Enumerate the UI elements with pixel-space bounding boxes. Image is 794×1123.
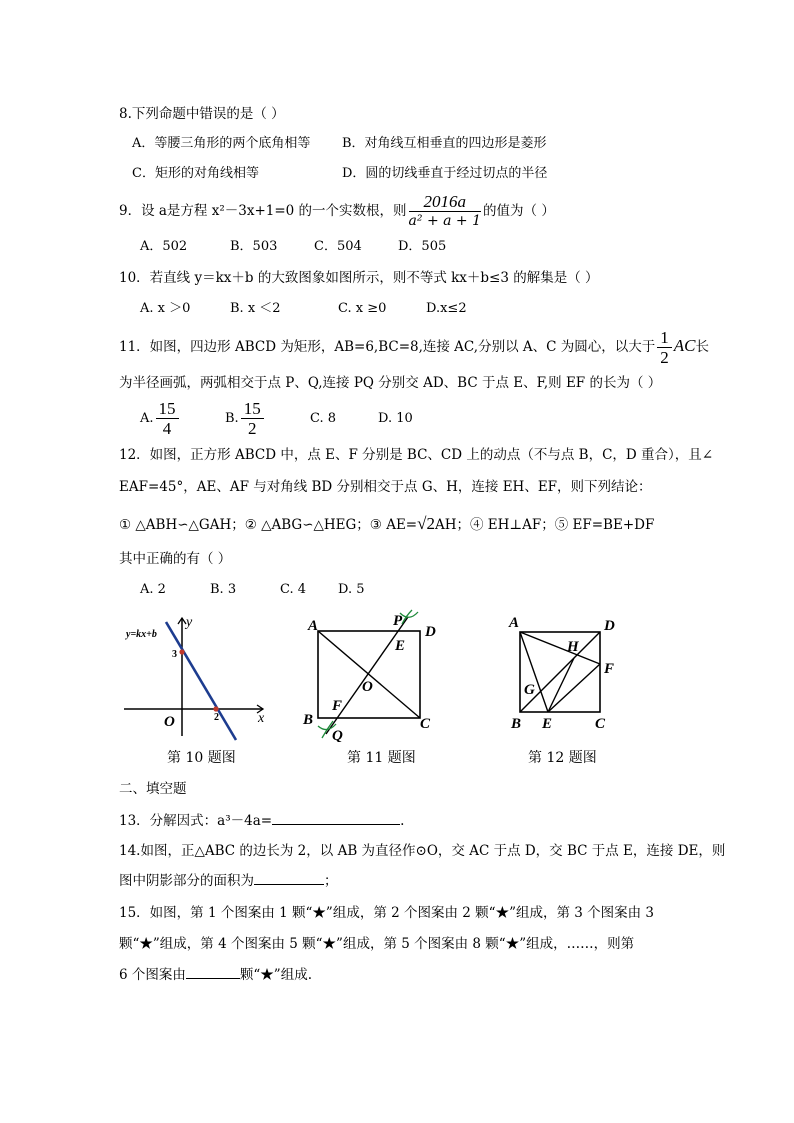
- q9-option-d: D．505: [398, 239, 447, 254]
- fig10-y-label: y: [186, 615, 193, 630]
- q12-line3: [119, 515, 654, 534]
- q8-option-c: C．矩形的对角线相等: [132, 166, 259, 181]
- q8-option-b: B．对角线互相垂直的四边形是菱形: [342, 136, 547, 151]
- q9-stem-post: 的值为（ ）: [483, 203, 555, 219]
- fig10-y-intercept-label: 3: [172, 649, 177, 660]
- q12-option-d: D. 5: [338, 582, 365, 597]
- fig10-graph-line: [166, 622, 236, 740]
- q8-option-d: D．圆的切线垂直于经过切点的半径: [342, 166, 548, 181]
- q13-pre: 13．分解因式：a³－4a=: [119, 813, 273, 829]
- q11-half-fraction: [657, 328, 672, 367]
- fig12-line-ae: [520, 632, 548, 712]
- q9-fraction-numerator: 2016a: [409, 192, 481, 212]
- q10-option-a: A. x ＞0: [140, 301, 191, 316]
- q11-half-numerator: 1: [657, 328, 672, 348]
- q11-option-a: [140, 399, 181, 438]
- fig12-label-e: E: [542, 716, 553, 732]
- fig10-caption: 第 10 题图: [167, 750, 236, 766]
- q14-line2-post: ；: [324, 873, 338, 889]
- fig11-label-o: O: [362, 679, 373, 695]
- q12-line3-pre: ① △ABH∽△GAH；② △ABG∽△HEG；③ AE=: [119, 517, 418, 533]
- q15-line3-pre: 6 个图案由: [119, 967, 186, 983]
- q11-line1: [119, 328, 709, 367]
- q12-line4: 其中正确的有（ ）: [119, 551, 232, 567]
- q10-option-b: B. x ＜2: [230, 301, 281, 316]
- q11-line1-pre: 11．如图，四边形 ABCD 为矩形，AB=6,BC=8,连接 AC,分别以 A、C 为圆心，以大于: [119, 339, 656, 355]
- q14-line2-pre: 图中阴影部分的面积为: [119, 873, 254, 889]
- q9-fraction: [409, 192, 481, 231]
- q10-option-c: C. x ≥0: [338, 301, 387, 316]
- q12-line2: EAF=45°，AE、AF 与对角线 BD 分别相交于点 G、H，连接 EH、EF，则下列结论：: [119, 479, 652, 495]
- q9-option-c: C．504: [314, 239, 362, 254]
- fig12-label-b: B: [511, 716, 522, 732]
- fig12-label-f: F: [604, 661, 615, 677]
- q9-fraction-denominator: a² + a + 1: [408, 213, 482, 229]
- q11-option-b-label: B.: [225, 411, 239, 426]
- q12-sqrt2: √2: [417, 514, 435, 533]
- q12-line1: 12．如图，正方形 ABCD 中，点 E、F 分别是 BC、CD 上的动点（不与点 B，C，D 重合），且∠: [119, 447, 714, 463]
- q9-option-a: A．502: [140, 239, 188, 254]
- q11-line1-post: 长: [695, 339, 709, 355]
- q10-option-d: D.x≤2: [426, 301, 467, 316]
- fig10-equation-label: y=kx+b: [126, 629, 157, 640]
- q11-option-a-numerator: 15: [156, 399, 179, 419]
- q15-answer-blank: [186, 966, 240, 979]
- fig11-label-p: P: [393, 613, 403, 629]
- q12-line3-post: AH；④ EH⊥AF；⑤ EF=BE+DF: [434, 517, 655, 533]
- fig12-label-d: D: [604, 618, 615, 634]
- fig12-label-h: H: [567, 639, 579, 655]
- q13-post: .: [400, 813, 405, 829]
- q15-line1: 15．如图，第 1 个图案由 1 颗“★”组成，第 2 个图案由 2 颗“★”组成，第 3 个图案由 3: [119, 905, 655, 921]
- fig12-label-c: C: [595, 716, 606, 732]
- fig12-label-a: A: [509, 615, 520, 631]
- fig11-line-pq: [326, 617, 408, 734]
- q14-line2: [119, 872, 338, 890]
- fig11-label-d: D: [425, 624, 436, 640]
- q9-stem: [119, 192, 555, 231]
- q11-ac: AC: [673, 336, 696, 355]
- q12-option-b: B. 3: [210, 582, 237, 597]
- q11-option-b-fraction: [241, 399, 264, 438]
- q15-line2: 颗“★”组成，第 4 个图案由 5 颗“★”组成，第 5 个图案由 8 颗“★”组成，……，则第: [119, 936, 635, 952]
- fig10-y-intercept-point: [179, 649, 184, 654]
- q13: [119, 812, 404, 830]
- fig12-label-g: G: [524, 682, 535, 698]
- q8-stem: 8.下列命题中错误的是（ ）: [119, 106, 285, 122]
- q9-stem-pre: 9．设 a是方程 x²－3x+1=0 的一个实数根，则: [119, 203, 407, 219]
- q15-line3: [119, 966, 312, 984]
- q11-option-b-denominator: 2: [247, 419, 257, 438]
- section2-title: 二、填空题: [119, 781, 187, 797]
- fig11-label-e: E: [395, 638, 406, 654]
- q8-option-a: A．等腰三角形的两个底角相等: [132, 136, 311, 151]
- q11-option-d: D. 10: [378, 411, 413, 426]
- fig11-label-q: Q: [332, 728, 343, 742]
- fig11-caption: 第 11 题图: [347, 750, 416, 766]
- fig11-label-b: B: [303, 712, 314, 728]
- fig11-label-a: A: [308, 618, 319, 634]
- q11-option-a-fraction: [156, 399, 179, 438]
- q14-answer-blank: [254, 872, 324, 885]
- q10-stem: 10．若直线 y＝kx＋b 的大致图象如图所示，则不等式 kx＋b≤3 的解集是（ ）: [119, 270, 599, 286]
- q11-option-a-denominator: 4: [162, 419, 172, 438]
- fig12-line-eh: [548, 658, 574, 712]
- q9-option-b: B．503: [230, 239, 278, 254]
- fig10-origin-label: O: [164, 714, 175, 730]
- q11-option-a-label: A.: [140, 411, 154, 426]
- q13-answer-blank: [272, 812, 400, 825]
- fig12-line-ef: [548, 664, 600, 712]
- q14-line1: 14.如图，正△ABC 的边长为 2，以 AB 为直径作⊙O，交 AC 于点 D，交 BC 于点 E，连接 DE，则: [119, 843, 726, 859]
- fig12-line-af: [520, 632, 600, 664]
- q12-option-c: C. 4: [280, 582, 307, 597]
- q11-option-b: [225, 399, 266, 438]
- fig10-x-label: x: [258, 711, 265, 726]
- q11-line2: 为半径画弧，两弧相交于点 P、Q,连接 PQ 分别交 AD、BC 于点 E、F,则 EF 的长为（ ）: [119, 375, 662, 391]
- fig11-label-c: C: [420, 716, 431, 732]
- q11-half-denominator: 2: [660, 348, 669, 367]
- fig11-label-f: F: [332, 698, 343, 714]
- q12-option-a: A. 2: [140, 582, 166, 597]
- figure-12: [500, 608, 640, 742]
- fig10-x-intercept-label: 2: [214, 712, 219, 723]
- q11-option-b-numerator: 15: [241, 399, 264, 419]
- q15-line3-post: 颗“★”组成.: [239, 967, 312, 983]
- fig10-x-intercept-point: [213, 706, 218, 711]
- q11-option-c: C. 8: [310, 411, 337, 426]
- figure-10: [118, 612, 278, 742]
- figure-11: [300, 608, 450, 742]
- fig12-caption: 第 12 题图: [528, 750, 597, 766]
